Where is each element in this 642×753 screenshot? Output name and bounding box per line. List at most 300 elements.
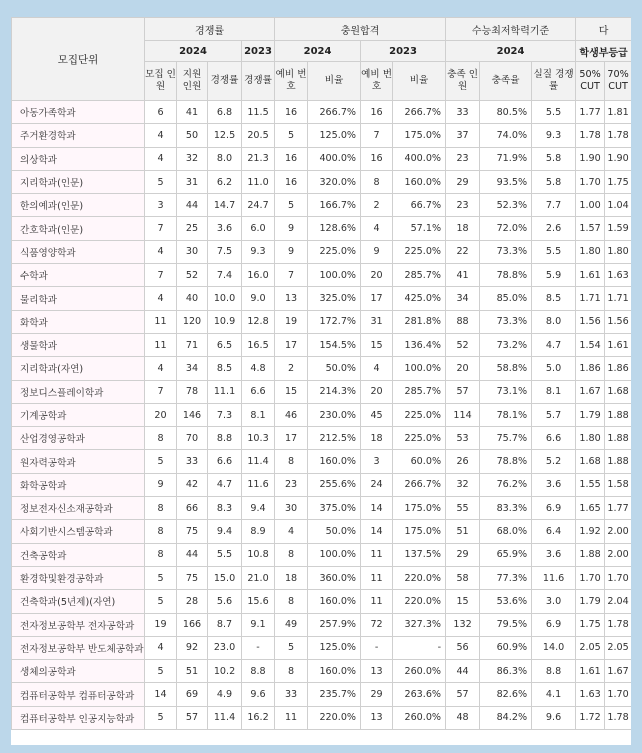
table-cell: 66 xyxy=(177,497,208,520)
table-cell: 33 xyxy=(446,101,480,124)
table-cell: 1.70 xyxy=(605,683,631,706)
table-cell: 4 xyxy=(145,240,177,263)
table-cell: 57 xyxy=(177,706,208,729)
table-cell: 1.80 xyxy=(576,240,605,263)
table-cell: 42 xyxy=(177,473,208,496)
subheader-competition-rate: 경쟁률 xyxy=(208,62,242,101)
table-cell: 214.3% xyxy=(308,380,361,403)
table-cell: 1.70 xyxy=(576,566,605,589)
table-cell: 1.61 xyxy=(605,333,631,356)
subheader-cut50: 50% CUT xyxy=(576,62,605,101)
table-cell: 3.0 xyxy=(532,590,576,613)
row-department-name: 지리학과(자연) xyxy=(12,357,145,380)
table-row xyxy=(12,170,632,193)
subheader-recruit: 모집 인원 xyxy=(145,62,177,101)
table-cell: 19 xyxy=(145,613,177,636)
admission-table-panel xyxy=(11,17,631,745)
table-cell: 22 xyxy=(446,240,480,263)
table-cell: 1.70 xyxy=(605,566,631,589)
table-row xyxy=(12,101,632,124)
row-department-name: 화학과 xyxy=(12,310,145,333)
table-cell: 5.5 xyxy=(532,101,576,124)
table-cell: 2.00 xyxy=(605,543,631,566)
table-cell: 255.6% xyxy=(308,473,361,496)
table-cell: 80.5% xyxy=(480,101,532,124)
subheader-applicants: 지원 인원 xyxy=(177,62,208,101)
table-cell: 225.0% xyxy=(393,427,446,450)
table-cell: 9.4 xyxy=(208,520,242,543)
table-cell: 15.6 xyxy=(242,590,275,613)
table-cell: 86.3% xyxy=(480,660,532,683)
table-cell: - xyxy=(242,636,275,659)
table-cell: 220.0% xyxy=(308,706,361,729)
table-row xyxy=(12,636,632,659)
table-cell: 225.0% xyxy=(393,403,446,426)
row-department-name: 아동가족학과 xyxy=(12,101,145,124)
table-cell: 1.00 xyxy=(576,194,605,217)
table-cell: 11.0 xyxy=(242,170,275,193)
table-cell: 74.0% xyxy=(480,124,532,147)
table-row xyxy=(12,520,632,543)
table-cell: 285.7% xyxy=(393,264,446,287)
table-cell: 16 xyxy=(361,147,393,170)
table-cell: 125.0% xyxy=(308,124,361,147)
table-cell: 3.6 xyxy=(532,473,576,496)
table-cell: 8.9 xyxy=(242,520,275,543)
table-cell: 1.63 xyxy=(576,683,605,706)
table-cell: 1.77 xyxy=(605,497,631,520)
table-cell: 11 xyxy=(145,333,177,356)
table-cell: 78.1% xyxy=(480,403,532,426)
table-cell: 1.54 xyxy=(576,333,605,356)
table-cell: 10.9 xyxy=(208,310,242,333)
table-cell: 1.68 xyxy=(605,380,631,403)
table-row xyxy=(12,613,632,636)
table-cell: 1.61 xyxy=(576,660,605,683)
table-row xyxy=(12,543,632,566)
table-cell: 1.81 xyxy=(605,101,631,124)
table-cell: 3.6 xyxy=(208,217,242,240)
table-cell: 5 xyxy=(145,566,177,589)
table-cell: 84.2% xyxy=(480,706,532,729)
table-cell: 1.04 xyxy=(605,194,631,217)
row-department-name: 원자력공학과 xyxy=(12,450,145,473)
table-cell: - xyxy=(393,636,446,659)
row-department-name: 물리학과 xyxy=(12,287,145,310)
table-cell: 1.68 xyxy=(576,450,605,473)
row-department-name: 건축공학과 xyxy=(12,543,145,566)
table-cell: 16 xyxy=(275,147,308,170)
table-cell: 24 xyxy=(361,473,393,496)
table-cell: 175.0% xyxy=(393,497,446,520)
table-cell: 325.0% xyxy=(308,287,361,310)
table-cell: 17 xyxy=(275,427,308,450)
table-cell: 18 xyxy=(446,217,480,240)
table-cell: 20 xyxy=(361,264,393,287)
table-cell: 31 xyxy=(361,310,393,333)
table-cell: 5 xyxy=(275,124,308,147)
table-cell: 44 xyxy=(177,194,208,217)
table-cell: 5 xyxy=(145,706,177,729)
table-cell: 8 xyxy=(361,170,393,193)
table-cell: 7.4 xyxy=(208,264,242,287)
table-cell: 78.8% xyxy=(480,450,532,473)
table-cell: 137.5% xyxy=(393,543,446,566)
table-cell: 8.3 xyxy=(208,497,242,520)
table-cell: 114 xyxy=(446,403,480,426)
table-cell: 1.78 xyxy=(605,124,631,147)
table-cell: 58 xyxy=(446,566,480,589)
table-cell: 1.78 xyxy=(605,613,631,636)
table-cell: 6.0 xyxy=(242,217,275,240)
table-cell: 13 xyxy=(361,706,393,729)
table-cell: 17 xyxy=(275,333,308,356)
table-cell: 160.0% xyxy=(393,170,446,193)
table-cell: 18 xyxy=(275,566,308,589)
table-cell: 5.8 xyxy=(532,147,576,170)
table-cell: 5.8 xyxy=(532,170,576,193)
table-cell: 120 xyxy=(177,310,208,333)
table-cell: 8 xyxy=(145,497,177,520)
table-cell: 16 xyxy=(361,101,393,124)
table-cell: 154.5% xyxy=(308,333,361,356)
table-cell: 73.3% xyxy=(480,240,532,263)
table-cell: 8.5 xyxy=(208,357,242,380)
table-cell: 1.59 xyxy=(605,217,631,240)
subheader-waitlist: 예비 번호 xyxy=(275,62,308,101)
table-cell: 320.0% xyxy=(308,170,361,193)
table-cell: 50.0% xyxy=(308,520,361,543)
table-cell: 5.5 xyxy=(208,543,242,566)
table-cell: 3 xyxy=(145,194,177,217)
table-cell: 8.1 xyxy=(242,403,275,426)
table-cell: 16.5 xyxy=(242,333,275,356)
table-cell: 23.0 xyxy=(208,636,242,659)
table-cell: 8 xyxy=(275,543,308,566)
table-cell: 77.3% xyxy=(480,566,532,589)
table-cell: 172.7% xyxy=(308,310,361,333)
table-cell: 15 xyxy=(275,380,308,403)
table-cell: 10.3 xyxy=(242,427,275,450)
table-cell: 1.88 xyxy=(605,427,631,450)
table-cell: 9 xyxy=(361,240,393,263)
table-cell: 9.4 xyxy=(242,497,275,520)
table-cell: 23 xyxy=(446,194,480,217)
subheader-satisfied: 충족 인원 xyxy=(446,62,480,101)
table-cell: 100.0% xyxy=(393,357,446,380)
table-row xyxy=(12,357,632,380)
table-cell: 12.8 xyxy=(242,310,275,333)
table-cell: 11 xyxy=(361,566,393,589)
table-cell: 69 xyxy=(177,683,208,706)
header-year-2024-additional: 2024 xyxy=(275,41,361,62)
table-cell: 100.0% xyxy=(308,264,361,287)
table-cell: 160.0% xyxy=(308,590,361,613)
row-department-name: 한의예과(인문) xyxy=(12,194,145,217)
header-tail xyxy=(576,18,631,41)
row-department-name: 컴퓨터공학부 컴퓨터공학과 xyxy=(12,683,145,706)
table-cell: 8 xyxy=(275,590,308,613)
table-cell: 6 xyxy=(145,101,177,124)
row-department-name: 정보디스플레이학과 xyxy=(12,380,145,403)
table-cell: 1.90 xyxy=(576,147,605,170)
table-cell: 5 xyxy=(145,590,177,613)
table-cell: 8.0 xyxy=(208,147,242,170)
table-cell: 72 xyxy=(361,613,393,636)
table-row xyxy=(12,473,632,496)
row-department-name: 컴퓨터공학부 인공지능학과 xyxy=(12,706,145,729)
table-cell: 41 xyxy=(446,264,480,287)
header-min-standard: 수능최저학력기준 xyxy=(446,18,576,41)
table-cell: 33 xyxy=(177,450,208,473)
row-department-name: 식품영양학과 xyxy=(12,240,145,263)
table-cell: 16.2 xyxy=(242,706,275,729)
table-cell: 266.7% xyxy=(393,101,446,124)
table-cell: 76.2% xyxy=(480,473,532,496)
table-cell: 10.8 xyxy=(242,543,275,566)
table-cell: 45 xyxy=(361,403,393,426)
table-cell: 1.88 xyxy=(605,403,631,426)
table-cell: 1.58 xyxy=(605,473,631,496)
table-cell: 8 xyxy=(145,520,177,543)
table-row xyxy=(12,287,632,310)
table-cell: 6.6 xyxy=(242,380,275,403)
subheader-satisfy-rate: 충족율 xyxy=(480,62,532,101)
table-cell: 212.5% xyxy=(308,427,361,450)
table-cell: 5.9 xyxy=(532,264,576,287)
table-cell: 29 xyxy=(446,543,480,566)
table-cell: 14 xyxy=(145,683,177,706)
table-cell: 1.79 xyxy=(576,590,605,613)
table-row xyxy=(12,147,632,170)
table-cell: 100.0% xyxy=(308,543,361,566)
table-cell: 11 xyxy=(145,310,177,333)
table-cell: 9.1 xyxy=(242,613,275,636)
table-cell: 6.4 xyxy=(532,520,576,543)
table-row xyxy=(12,217,632,240)
table-cell: 2.00 xyxy=(605,520,631,543)
table-cell: 11 xyxy=(275,706,308,729)
table-cell: 1.80 xyxy=(576,427,605,450)
table-cell: 1.71 xyxy=(576,287,605,310)
table-cell: 5 xyxy=(275,194,308,217)
table-cell: 11 xyxy=(361,543,393,566)
table-cell: 5.5 xyxy=(532,240,576,263)
table-cell: 8.8 xyxy=(532,660,576,683)
table-cell: 73.2% xyxy=(480,333,532,356)
table-cell: 16.0 xyxy=(242,264,275,287)
table-cell: 78 xyxy=(177,380,208,403)
table-cell: 7 xyxy=(145,264,177,287)
subheader-cut70: 70% CUT xyxy=(605,62,631,101)
table-cell: 5.0 xyxy=(532,357,576,380)
table-cell: 1.67 xyxy=(576,380,605,403)
table-cell: 11.4 xyxy=(242,450,275,473)
table-cell: 23 xyxy=(446,147,480,170)
subheader-ratio: 비율 xyxy=(308,62,361,101)
table-cell: 57.1% xyxy=(393,217,446,240)
table-cell: 29 xyxy=(361,683,393,706)
table-cell: 266.7% xyxy=(393,473,446,496)
row-department-name: 화학공학과 xyxy=(12,473,145,496)
table-cell: 50 xyxy=(177,124,208,147)
table-row xyxy=(12,590,632,613)
table-row xyxy=(12,380,632,403)
admission-results-table xyxy=(11,17,631,730)
table-cell: 360.0% xyxy=(308,566,361,589)
table-cell: 34 xyxy=(446,287,480,310)
table-cell: 2 xyxy=(275,357,308,380)
table-cell: 20.5 xyxy=(242,124,275,147)
table-cell: 32 xyxy=(177,147,208,170)
table-cell: 132 xyxy=(446,613,480,636)
table-cell: 4 xyxy=(275,520,308,543)
table-cell: 49 xyxy=(275,613,308,636)
table-cell: 14.7 xyxy=(208,194,242,217)
table-cell: 28 xyxy=(177,590,208,613)
row-department-name: 정보전자신소재공학과 xyxy=(12,497,145,520)
subheader-waitlist-2023: 예비 번호 xyxy=(361,62,393,101)
table-cell: 11.6 xyxy=(532,566,576,589)
table-cell: 15 xyxy=(446,590,480,613)
table-cell: 65.9% xyxy=(480,543,532,566)
table-cell: 6.6 xyxy=(532,427,576,450)
table-cell: 11 xyxy=(361,590,393,613)
table-cell: 327.3% xyxy=(393,613,446,636)
table-cell: 1.56 xyxy=(605,310,631,333)
table-cell: 225.0% xyxy=(308,240,361,263)
table-cell: 71.9% xyxy=(480,147,532,170)
table-cell: 9.0 xyxy=(242,287,275,310)
table-body xyxy=(12,101,632,730)
table-cell: 57 xyxy=(446,380,480,403)
table-cell: 13 xyxy=(361,660,393,683)
table-cell: 9.6 xyxy=(532,706,576,729)
table-cell: 6.8 xyxy=(208,101,242,124)
table-cell: 1.67 xyxy=(605,660,631,683)
table-cell: 31 xyxy=(177,170,208,193)
table-cell: 30 xyxy=(177,240,208,263)
table-cell: 2.05 xyxy=(576,636,605,659)
row-department-name: 기계공학과 xyxy=(12,403,145,426)
table-cell: 12.5 xyxy=(208,124,242,147)
row-department-name: 지리학과(인문) xyxy=(12,170,145,193)
table-cell: 1.61 xyxy=(576,264,605,287)
table-cell: 16 xyxy=(275,170,308,193)
table-cell: 7 xyxy=(361,124,393,147)
table-cell: 30 xyxy=(275,497,308,520)
table-cell: 8 xyxy=(145,427,177,450)
table-cell: 32 xyxy=(446,473,480,496)
table-cell: 8.8 xyxy=(242,660,275,683)
table-cell: 5 xyxy=(145,450,177,473)
table-cell: 41 xyxy=(177,101,208,124)
table-cell: 51 xyxy=(177,660,208,683)
table-cell: 21.3 xyxy=(242,147,275,170)
header-additional-pass: 충원합격 xyxy=(275,18,446,41)
table-cell: 4 xyxy=(145,124,177,147)
table-cell: 11.5 xyxy=(242,101,275,124)
table-cell: 10.2 xyxy=(208,660,242,683)
table-cell: 3.6 xyxy=(532,543,576,566)
table-cell: 15 xyxy=(361,333,393,356)
table-cell: 93.5% xyxy=(480,170,532,193)
table-cell: 160.0% xyxy=(308,660,361,683)
table-cell: 75 xyxy=(177,520,208,543)
table-cell: 9.3 xyxy=(532,124,576,147)
table-row xyxy=(12,683,632,706)
table-row xyxy=(12,333,632,356)
table-cell: 4.7 xyxy=(532,333,576,356)
row-department-name: 사회기반시스템공학과 xyxy=(12,520,145,543)
table-cell: 75 xyxy=(177,566,208,589)
table-cell: 1.79 xyxy=(576,403,605,426)
table-cell: 92 xyxy=(177,636,208,659)
table-cell: 1.72 xyxy=(576,706,605,729)
table-cell: 83.3% xyxy=(480,497,532,520)
table-cell: 51 xyxy=(446,520,480,543)
table-cell: 146 xyxy=(177,403,208,426)
table-row xyxy=(12,310,632,333)
table-cell: 66.7% xyxy=(393,194,446,217)
table-cell: 9 xyxy=(145,473,177,496)
table-cell: 8.5 xyxy=(532,287,576,310)
table-cell: 8 xyxy=(275,450,308,473)
table-cell: 5 xyxy=(145,170,177,193)
table-cell: 82.6% xyxy=(480,683,532,706)
table-cell: 75.7% xyxy=(480,427,532,450)
row-department-name: 주거환경학과 xyxy=(12,124,145,147)
table-cell: 266.7% xyxy=(308,101,361,124)
table-row xyxy=(12,566,632,589)
header-year-2024-competition: 2024 xyxy=(145,41,242,62)
table-cell: 6.9 xyxy=(532,613,576,636)
table-cell: 24.7 xyxy=(242,194,275,217)
table-cell: 4 xyxy=(145,147,177,170)
table-cell: 230.0% xyxy=(308,403,361,426)
table-cell: 1.88 xyxy=(576,543,605,566)
table-cell: 57 xyxy=(446,683,480,706)
header-unit: 모집단위 xyxy=(12,18,145,101)
table-cell: 5 xyxy=(275,636,308,659)
row-department-name: 생물학과 xyxy=(12,333,145,356)
table-cell: 1.63 xyxy=(605,264,631,287)
table-cell: 2.04 xyxy=(605,590,631,613)
table-cell: - xyxy=(361,636,393,659)
table-cell: 1.86 xyxy=(605,357,631,380)
table-cell: 14 xyxy=(361,520,393,543)
row-department-name: 산업경영공학과 xyxy=(12,427,145,450)
table-row xyxy=(12,450,632,473)
table-cell: 7 xyxy=(145,380,177,403)
row-department-name: 건축학과(5년제)(자연) xyxy=(12,590,145,613)
table-cell: 4.7 xyxy=(208,473,242,496)
table-cell: 1.92 xyxy=(576,520,605,543)
table-cell: 5.2 xyxy=(532,450,576,473)
table-cell: 1.78 xyxy=(605,706,631,729)
header-grade: 학생부등급 xyxy=(576,41,631,62)
table-cell: 14 xyxy=(361,497,393,520)
table-cell: 175.0% xyxy=(393,124,446,147)
table-row xyxy=(12,706,632,729)
table-cell: 281.8% xyxy=(393,310,446,333)
table-cell: 7.5 xyxy=(208,240,242,263)
table-cell: 1.86 xyxy=(576,357,605,380)
table-cell: 58.8% xyxy=(480,357,532,380)
table-cell: 2.05 xyxy=(605,636,631,659)
table-row xyxy=(12,403,632,426)
table-cell: 20 xyxy=(446,357,480,380)
